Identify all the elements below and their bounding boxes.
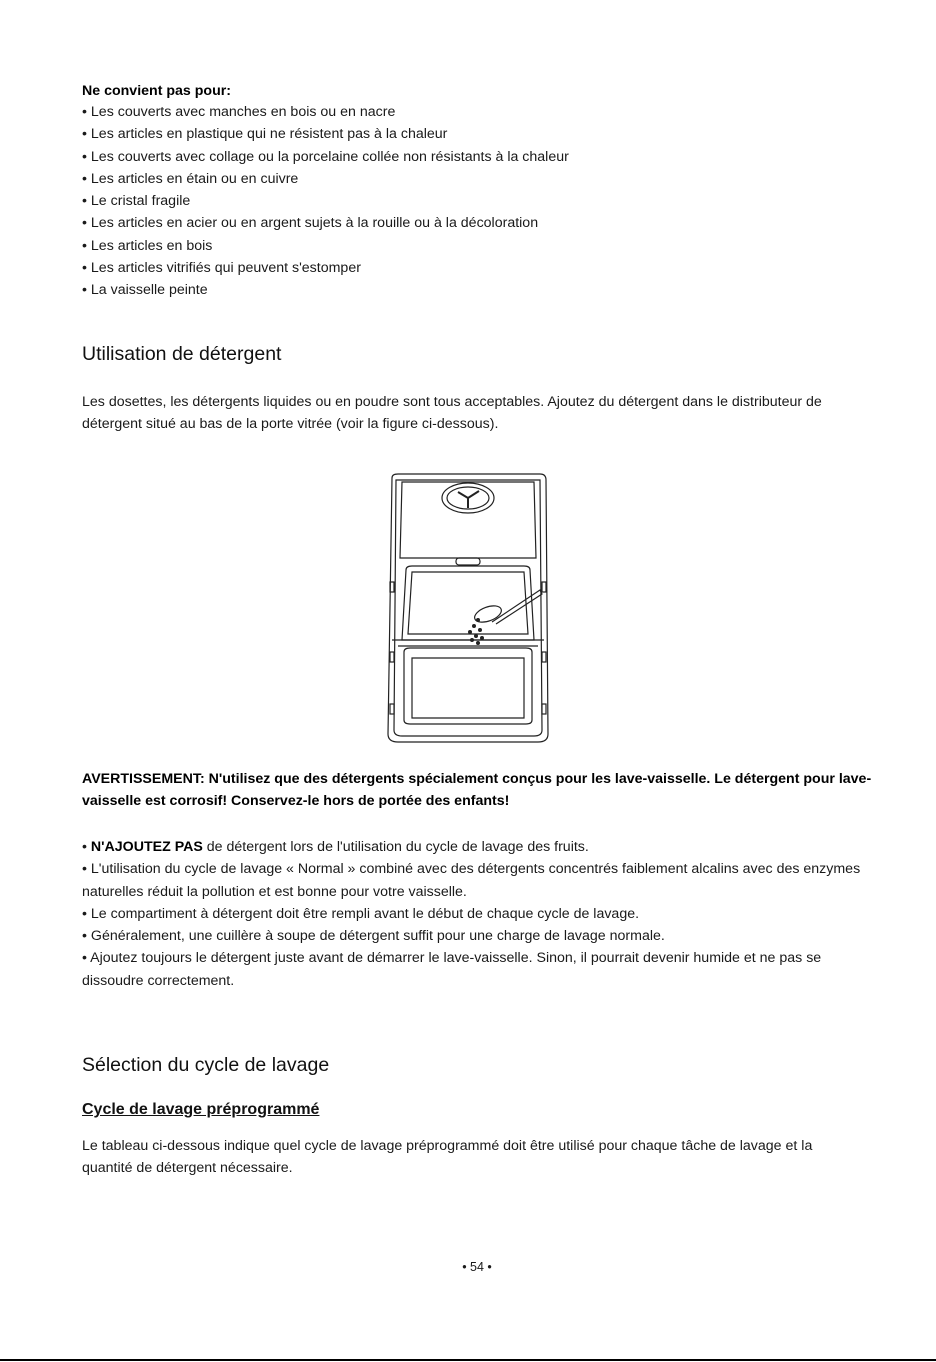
bottom-rule <box>0 1359 936 1361</box>
page-number: • 54 • <box>462 1260 492 1274</box>
dishwasher-door-illustration <box>384 472 552 746</box>
detergent-notes <box>82 836 872 992</box>
note-text: de détergent lors de l'utilisation du cycle de lavage des fruits. <box>202 839 589 855</box>
list-item: • Généralement, une cuillère à soupe de détergent suffit pour une charge de lavage normale. <box>82 928 665 945</box>
cycle-subheading: Cycle de lavage préprogrammé <box>82 1101 320 1118</box>
list-item: • Les articles en bois <box>82 237 213 254</box>
warning-text: AVERTISSEMENT: N'utilisez que des détergents spécialement conçus pour les lave-vaisselle. Le détergent pour lave-vaisselle est corrosif! Conservez-le hors de portée des enfants! <box>82 771 872 810</box>
list-item: • Les articles en plastique qui ne résistent pas à la chaleur <box>82 126 448 143</box>
list-item: • Les articles en étain ou en cuivre <box>82 170 299 187</box>
bullet: • <box>82 839 91 855</box>
emphasis-text: N'AJOUTEZ PAS <box>90 839 203 855</box>
list-item: • La vaisselle peinte <box>82 282 208 299</box>
list-item: • Les articles en acier ou en argent sujets à la rouille ou à la décoloration <box>82 215 539 232</box>
list-item: • Les articles vitrifiés qui peuvent s'estomper <box>82 260 361 277</box>
detergent-heading: Utilisation de détergent <box>82 343 282 365</box>
list-item: • Ajoutez toujours le détergent juste avant de démarrer le lave-vaisselle. Sinon, il pourrait devenir humide et ne pas se dissoudre correctement. <box>82 950 822 989</box>
list-item: • Le cristal fragile <box>82 193 191 210</box>
list-item: • Les couverts avec manches en bois ou en nacre <box>82 104 396 120</box>
list-item <box>82 836 872 858</box>
unsuitable-heading: Ne convient pas pour: <box>82 83 231 99</box>
list-item: • L'utilisation du cycle de lavage « Normal » combiné avec des détergents concentrés faiblement alcalins avec des enzymes naturelles réduit la pollution et est bonne pour votre vaisselle. <box>82 861 861 900</box>
list-item: • Le compartiment à détergent doit être rempli avant le début de chaque cycle de lavage. <box>82 905 640 922</box>
cycle-heading: Sélection du cycle de lavage <box>82 1054 330 1076</box>
list-item: • Les couverts avec collage ou la porcelaine collée non résistants à la chaleur <box>82 148 569 165</box>
unsuitable-list <box>82 101 569 302</box>
cycle-intro: Le tableau ci-dessous indique quel cycle de lavage préprogrammé doit être utilisé pour chaque tâche de lavage et la quantité de détergent nécessaire. <box>82 1138 813 1177</box>
detergent-intro: Les dosettes, les détergents liquides ou en poudre sont tous acceptables. Ajoutez du détergent dans le distributeur de détergent situé au bas de la porte vitrée (voir la figure ci-dessous). <box>82 394 822 433</box>
